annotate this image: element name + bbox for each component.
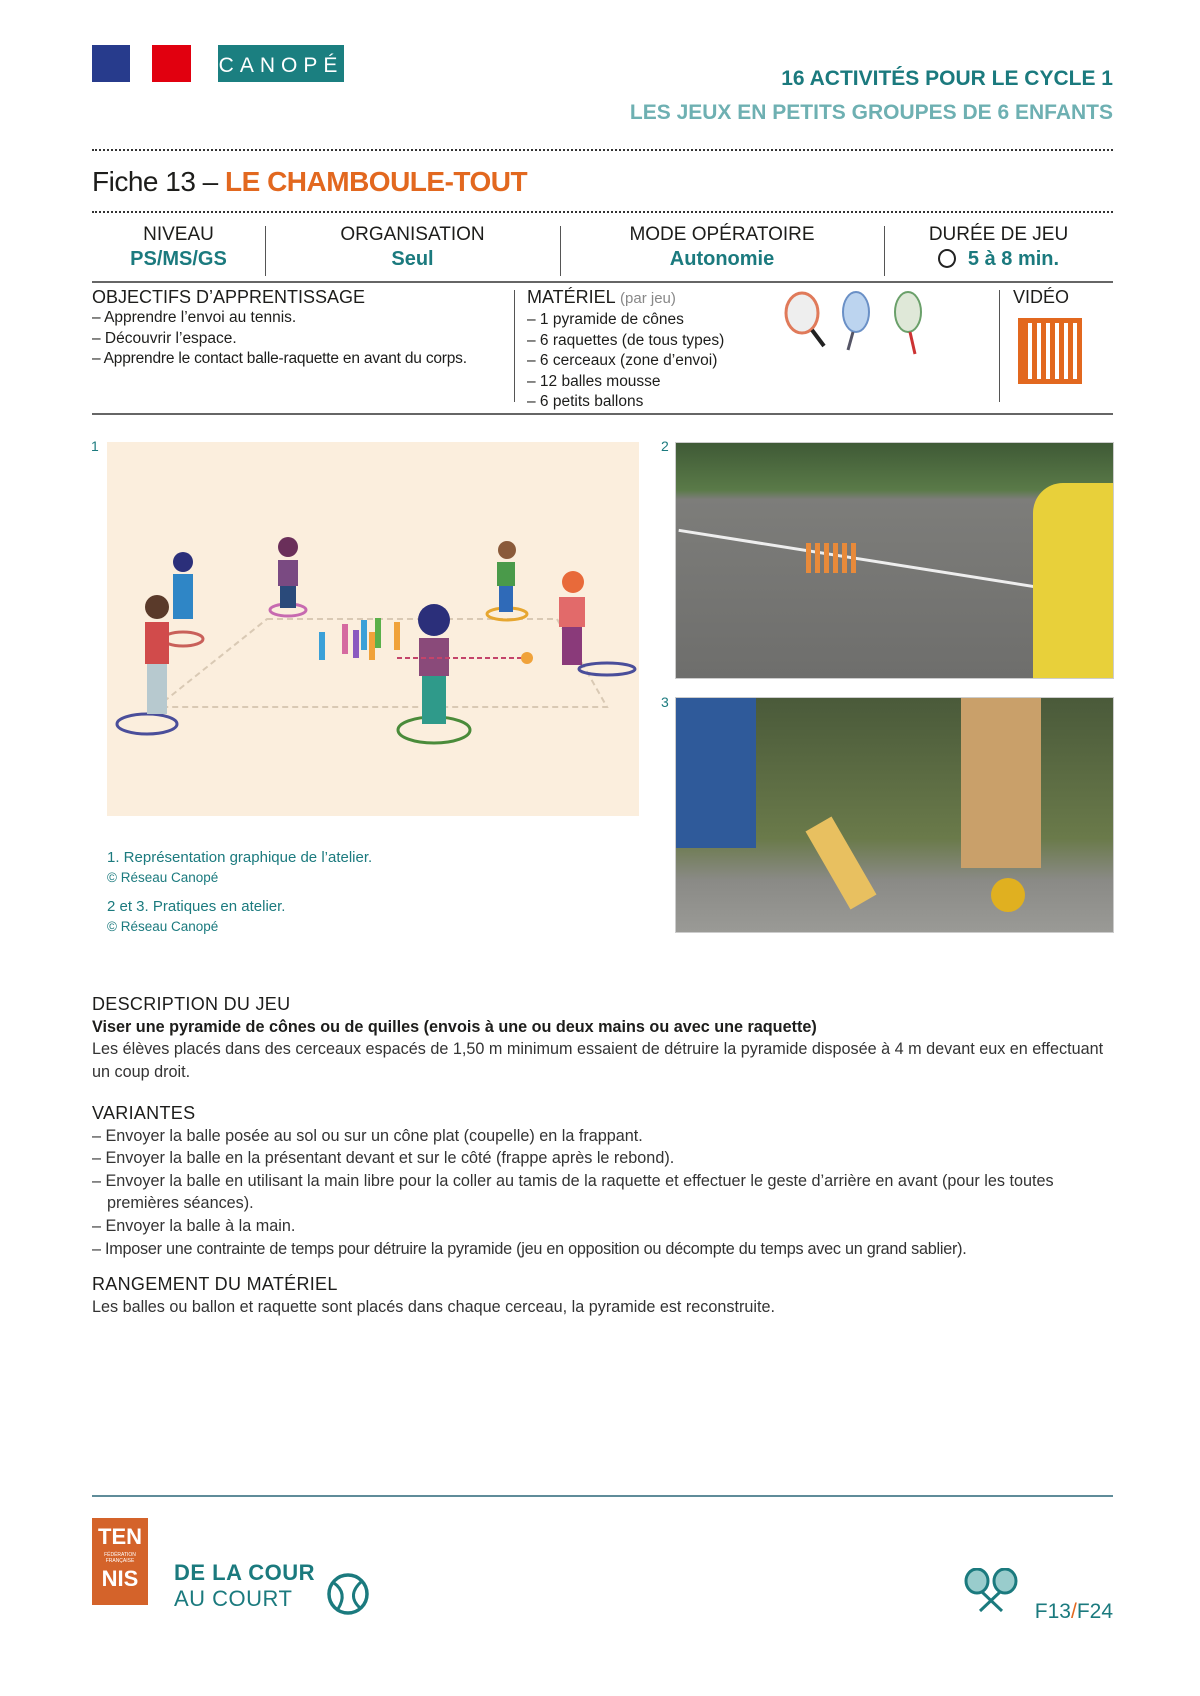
info-niveau: NIVEAU PS/MS/GS [130, 224, 227, 270]
qr-code[interactable] [1018, 318, 1082, 384]
racket-icon-green [895, 292, 921, 354]
list-item: – Envoyer la balle posée au sol ou sur un cône plat (coupelle) en la frappant. [92, 1126, 643, 1145]
photo-practice-2 [675, 442, 1114, 679]
photo-practice-3 [675, 697, 1114, 933]
crossed-rackets-icon [962, 1568, 1020, 1612]
materiel: MATÉRIEL (par jeu) – 1 pyramide de cônes – 6 raquettes (de tous types) – 6 cerceaux (zone d’envoi) – 12 balles mousse – 6 petits ballons [527, 287, 725, 410]
video-title: VIDÉO [1013, 287, 1070, 307]
racket-icons [780, 290, 930, 360]
workshop-illustration [107, 442, 639, 816]
description-section: DESCRIPTION DU JEU Viser une pyramide de cônes ou de quilles (envois à une ou deux mains ou avec une raquette) Les élèves placés dans des cerceaux espacés de 1,50 m minimum essaient de détruire la pyramide disposée à 4 m devant eux en effectuant un coup droit. [92, 994, 1104, 1081]
republique-logo [92, 45, 191, 82]
racket-icon-blue [843, 292, 869, 350]
canope-logo: CANOPÉ [218, 45, 344, 82]
divider [92, 149, 1113, 151]
caption-1: 1. Représentation graphique de l’atelier. © Réseau Canopé [107, 849, 373, 885]
info-duree: DURÉE DE JEU 5 à 8 min. [928, 224, 1069, 270]
stopwatch-icon [938, 249, 956, 268]
header-subtitle: LES JEUX EN PETITS GROUPES DE 6 ENFANTS [629, 101, 1113, 124]
divider [514, 290, 515, 402]
page-number: F13/F24 [1034, 1600, 1113, 1623]
divider [92, 413, 1113, 415]
list-item: – Envoyer la balle en la présentant devant et sur le côté (frappe après le rebond). [92, 1149, 675, 1168]
divider [92, 281, 1113, 283]
tennis-ball-icon [326, 1571, 370, 1617]
divider [999, 290, 1000, 402]
caption-2: 2 et 3. Pratiques en atelier. © Réseau Canopé [107, 898, 286, 934]
list-item: – Envoyer la balle à la main. [92, 1216, 296, 1235]
rangement-section: RANGEMENT DU MATÉRIEL Les balles ou ballon et raquette sont placés dans chaque cerceau, la pyramide est reconstruite. [92, 1274, 775, 1316]
info-mode: MODE OPÉRATOIRE Autonomie [629, 224, 815, 270]
racket-icon-orange [786, 293, 824, 346]
list-item: – Imposer une contrainte de temps pour détruire la pyramide (jeu en opposition ou décompte du temps avec un grand sablier). [92, 1239, 967, 1258]
info-organisation: ORGANISATION Seul [340, 224, 485, 270]
divider [92, 211, 1113, 213]
brand-name: DE LA COUR AU COURT [174, 1560, 316, 1611]
footer-divider [92, 1495, 1113, 1497]
variantes-section: VARIANTES – Envoyer la balle posée au sol ou sur un cône plat (coupelle) en la frappant. – Envoyer la balle en la présentant devant et sur le côté (frappe après le rebond). – Envoyer la balle en utilisant la main libre pour la coller au tamis de la raquette et effectuer le geste d’arrière en avant (pour les toutes premières séances). – Envoyer la balle à la main. – Imposer une contrainte de temps pour détruire la pyramide (jeu en opposition ou décompte du temps avec un grand sablier). [92, 1102, 1117, 1260]
header-title: 16 ACTIVITÉS POUR LE CYCLE 1 [781, 67, 1113, 90]
objectifs: OBJECTIFS D’APPRENTISSAGE – Apprendre l’envoi au tennis. – Découvrir l’espace. – Apprendre le contact balle-raquette en avant du corps. [92, 287, 467, 367]
page-title: Fiche 13 – LE CHAMBOULE-TOUT [92, 166, 528, 197]
fft-logo: TEN FÉDÉRATION FRANÇAISE NIS [92, 1518, 148, 1605]
list-item: – Envoyer la balle en utilisant la main libre pour la coller au tamis de la raquette et effectuer le geste d’arrière en avant (pour les toutes premières séances). [92, 1171, 1054, 1213]
